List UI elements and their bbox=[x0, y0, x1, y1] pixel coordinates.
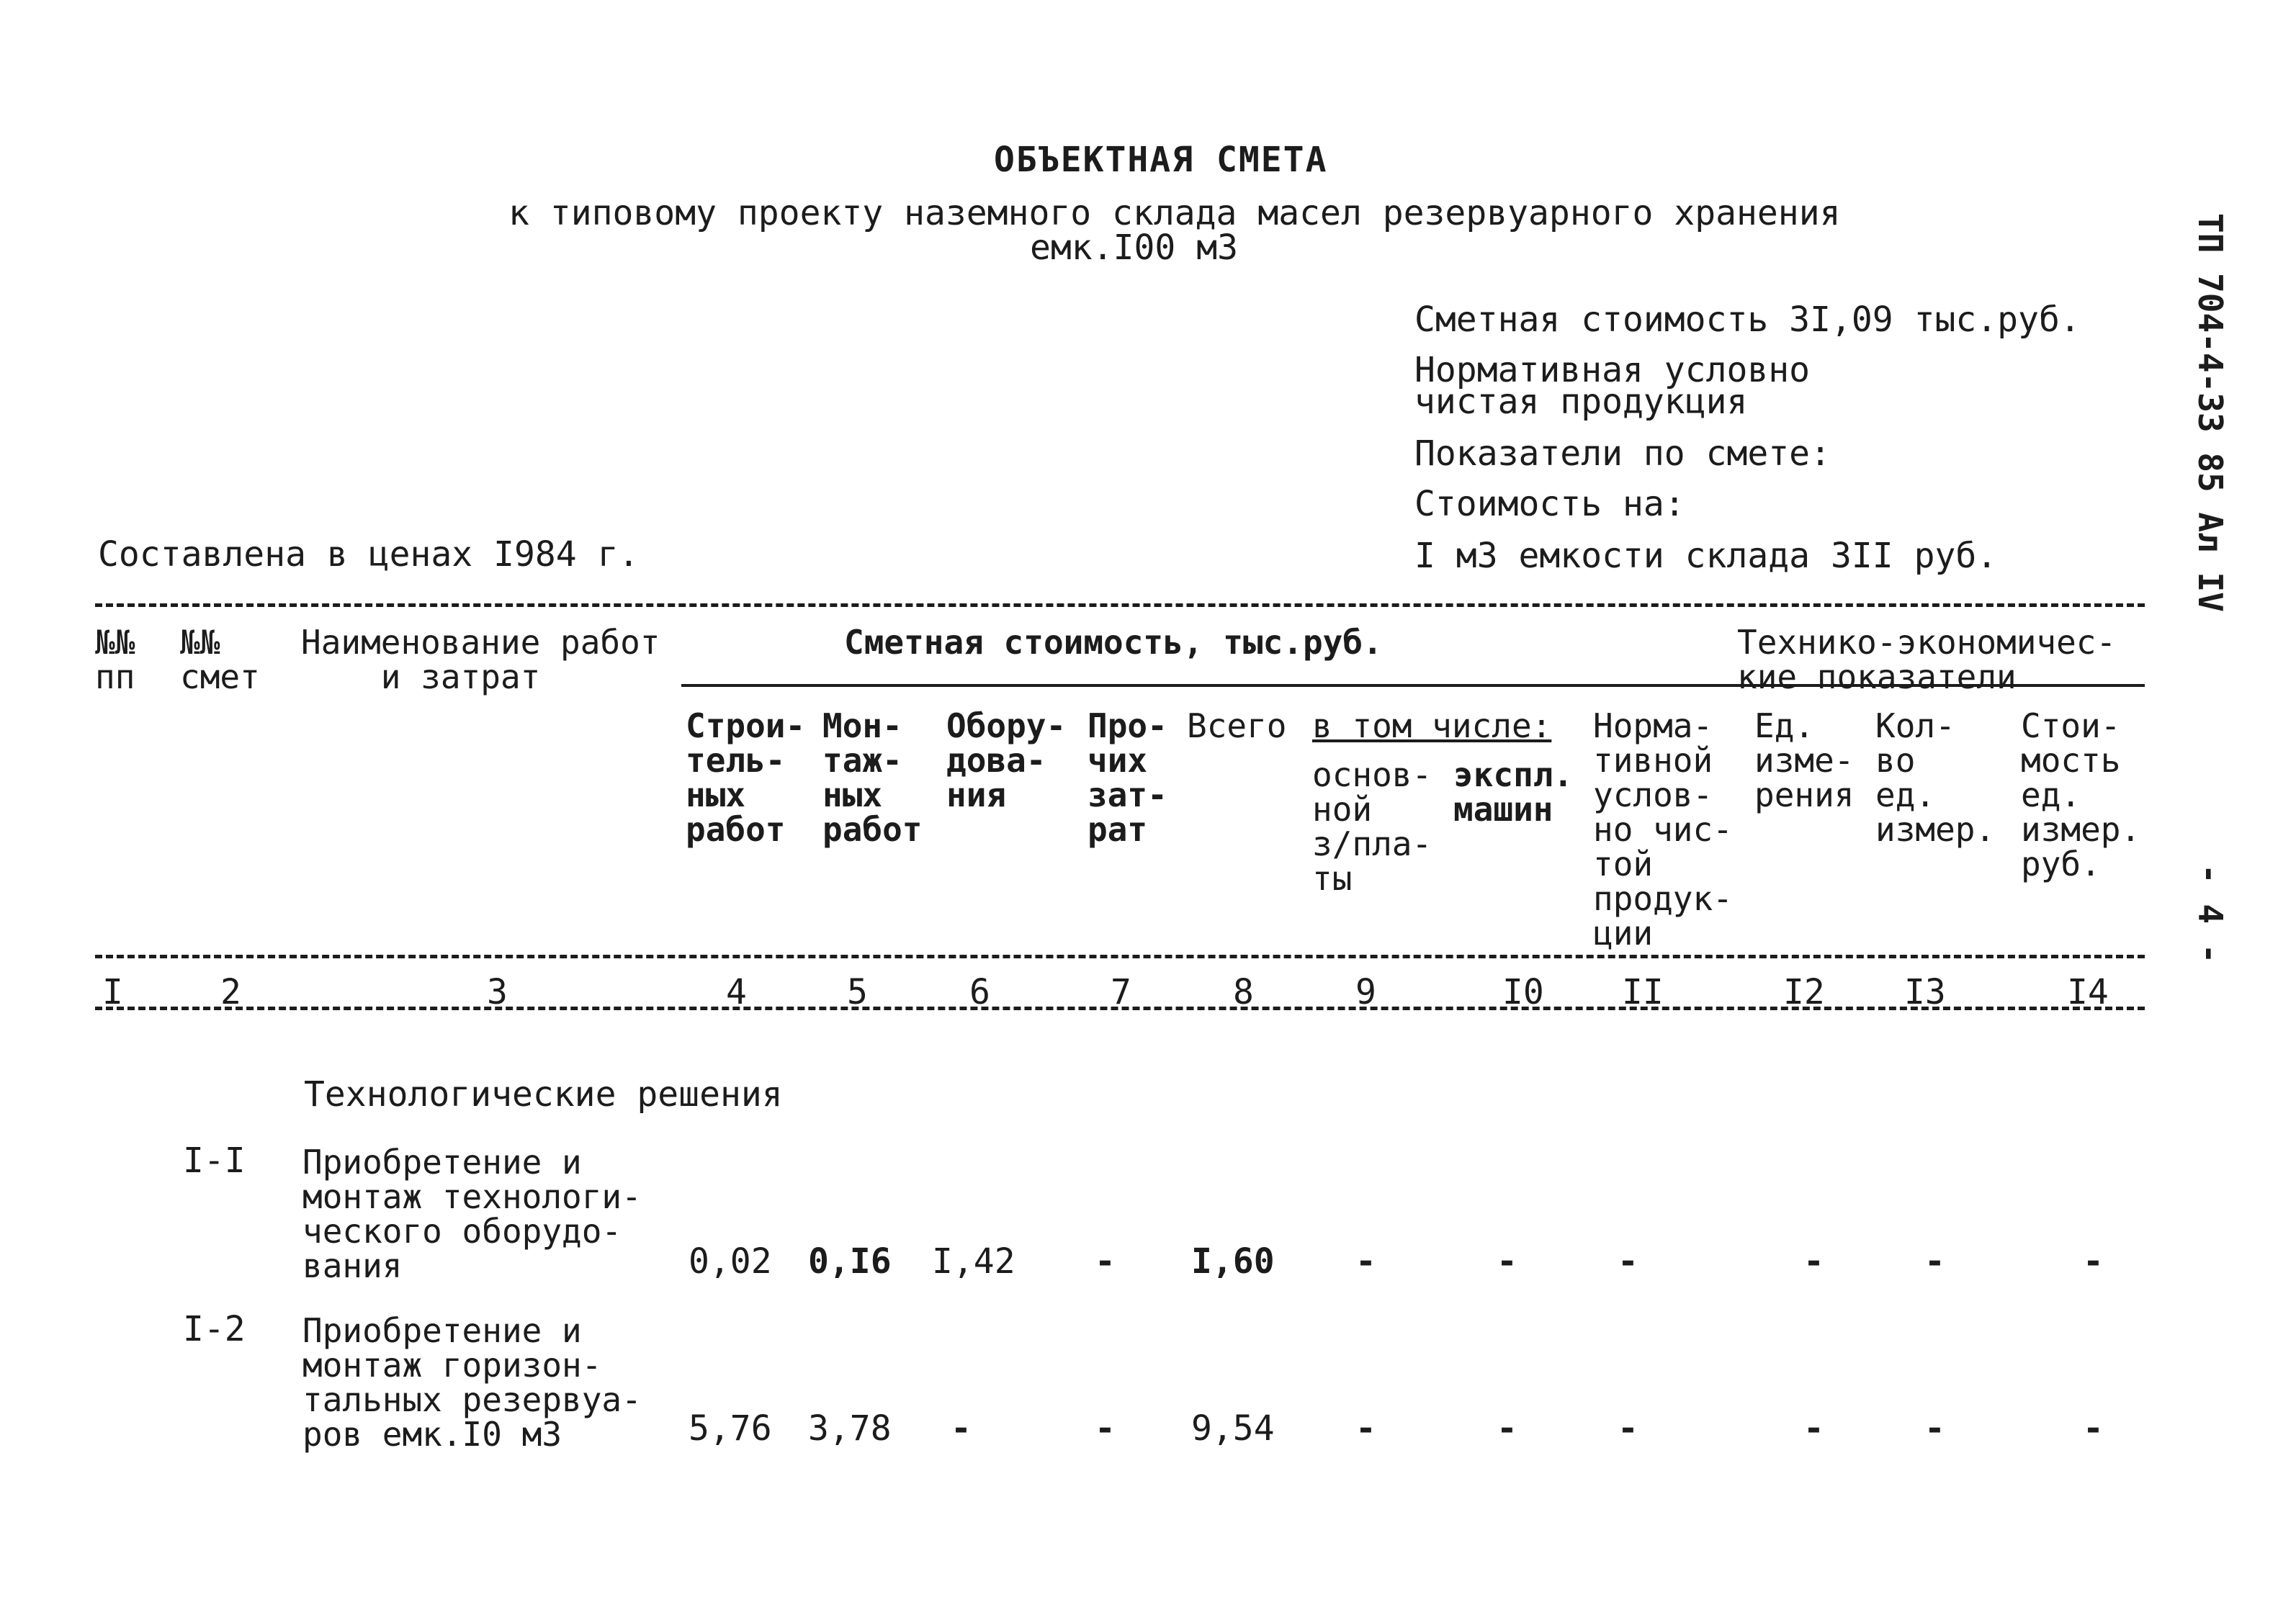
column-number: 2 bbox=[220, 972, 241, 1012]
prices-note: Составлена в ценах I984 г. bbox=[98, 534, 640, 575]
cell-unit-cost: - bbox=[2083, 1408, 2104, 1449]
column-number: I bbox=[102, 972, 123, 1012]
row-estimate-number: I-2 bbox=[183, 1309, 246, 1349]
header-total: Всего bbox=[1187, 706, 1287, 745]
header-unit-count: Кол- во ед. измер. bbox=[1875, 706, 1996, 849]
cell-equipment: - bbox=[951, 1408, 972, 1449]
document-subtitle-capacity: емк.I00 м3 bbox=[1030, 228, 1238, 268]
column-number: 6 bbox=[969, 972, 990, 1012]
cell-basic-wages: - bbox=[1355, 1408, 1376, 1449]
header-normative-net-product: Норма- тивной услов- но чис- той продук- ции bbox=[1593, 706, 1733, 953]
cell-other: - bbox=[1095, 1241, 1116, 1282]
header-machine-operation: экспл. машин bbox=[1453, 755, 1574, 829]
column-number: I2 bbox=[1783, 972, 1825, 1012]
cell-installation: 3,78 bbox=[808, 1408, 892, 1449]
row-work-name: Приобретение и монтаж горизон- тальных резервуа- ров емк.I0 м3 bbox=[302, 1311, 642, 1454]
cell-unit-cost: - bbox=[2083, 1241, 2104, 1282]
column-number: 7 bbox=[1111, 972, 1131, 1012]
column-numbers-bottom-rule bbox=[95, 1007, 2145, 1010]
header-row-number: №№ пп bbox=[95, 623, 135, 696]
header-tech-econ-group: Технико-экономичес- кие показатели bbox=[1737, 623, 2117, 696]
column-number: 4 bbox=[726, 972, 747, 1012]
row-estimate-number: I-I bbox=[183, 1141, 246, 1181]
cell-total: I,60 bbox=[1191, 1241, 1275, 1282]
estimate-indicators: Показатели по смете: bbox=[1414, 433, 1831, 474]
header-unit: Ед. изме- рения bbox=[1754, 706, 1855, 814]
header-including: в том числе: bbox=[1312, 706, 1552, 745]
cost-per-unit: I м3 емкости склада 3II руб. bbox=[1414, 536, 1998, 576]
cell-unit-count: - bbox=[1924, 1241, 1945, 1282]
cell-construction: 0,02 bbox=[689, 1241, 772, 1282]
header-work-name: Наименование работ и затрат bbox=[301, 623, 660, 696]
header-other-costs: Про- чих зат- рат bbox=[1088, 706, 1167, 849]
cell-unit-count: - bbox=[1924, 1408, 1945, 1449]
column-number: 9 bbox=[1355, 972, 1376, 1012]
cell-machine-operation: - bbox=[1497, 1241, 1517, 1282]
cell-normative-net-product: - bbox=[1618, 1241, 1638, 1282]
document-title: ОБЪЕКТНАЯ СМЕТА bbox=[994, 140, 1328, 180]
header-construction-works: Строи- тель- ных работ bbox=[686, 706, 806, 849]
column-number: 5 bbox=[847, 972, 868, 1012]
cell-construction: 5,76 bbox=[689, 1408, 772, 1449]
column-numbers-top-rule bbox=[95, 955, 2145, 958]
header-installation-works: Мон- таж- ных работ bbox=[822, 706, 923, 849]
cost-on-label: Стоимость на: bbox=[1414, 484, 1685, 524]
cell-unit: - bbox=[1803, 1241, 1824, 1282]
cell-other: - bbox=[1095, 1408, 1116, 1449]
column-number: 3 bbox=[487, 972, 508, 1012]
column-number: I4 bbox=[2067, 972, 2109, 1012]
estimated-cost: Сметная стоимость 3I,09 тыс.руб. bbox=[1414, 300, 2081, 340]
document-subtitle: к типовому проекту наземного склада масел резервуарного хранения bbox=[508, 193, 1841, 233]
header-estimate-number: №№ смет bbox=[180, 623, 260, 696]
side-document-code: ТП 704-4-33 85 Ал IV bbox=[2191, 213, 2230, 612]
row-work-name: Приобретение и монтаж технологи- ческого оборудо- вания bbox=[302, 1143, 642, 1285]
cell-equipment: I,42 bbox=[932, 1241, 1015, 1282]
normative-net-product-line1: Нормативная условно bbox=[1414, 350, 1811, 390]
normative-net-product-line2: чистая продукция bbox=[1414, 382, 1748, 422]
column-number: I0 bbox=[1502, 972, 1544, 1012]
table-top-rule bbox=[95, 603, 2145, 607]
header-unit-cost: Стои- мость ед. измер. руб. bbox=[2021, 706, 2141, 883]
header-basic-wages: основ- ной з/пла- ты bbox=[1312, 755, 1432, 898]
cell-normative-net-product: - bbox=[1618, 1408, 1638, 1449]
column-number: I3 bbox=[1904, 972, 1946, 1012]
page-number: - 4 - bbox=[2191, 864, 2230, 964]
header-estimated-cost-group: Сметная стоимость, тыс.руб. bbox=[844, 623, 1383, 662]
cell-installation: 0,I6 bbox=[808, 1241, 892, 1282]
cell-basic-wages: - bbox=[1355, 1241, 1376, 1282]
cell-machine-operation: - bbox=[1497, 1408, 1517, 1449]
cell-unit: - bbox=[1803, 1408, 1824, 1449]
cell-total: 9,54 bbox=[1191, 1408, 1275, 1449]
column-number: 8 bbox=[1233, 972, 1254, 1012]
column-number: II bbox=[1622, 972, 1664, 1012]
section-title: Технологические решения bbox=[304, 1074, 783, 1115]
header-equipment: Обору- дова- ния bbox=[946, 706, 1067, 814]
